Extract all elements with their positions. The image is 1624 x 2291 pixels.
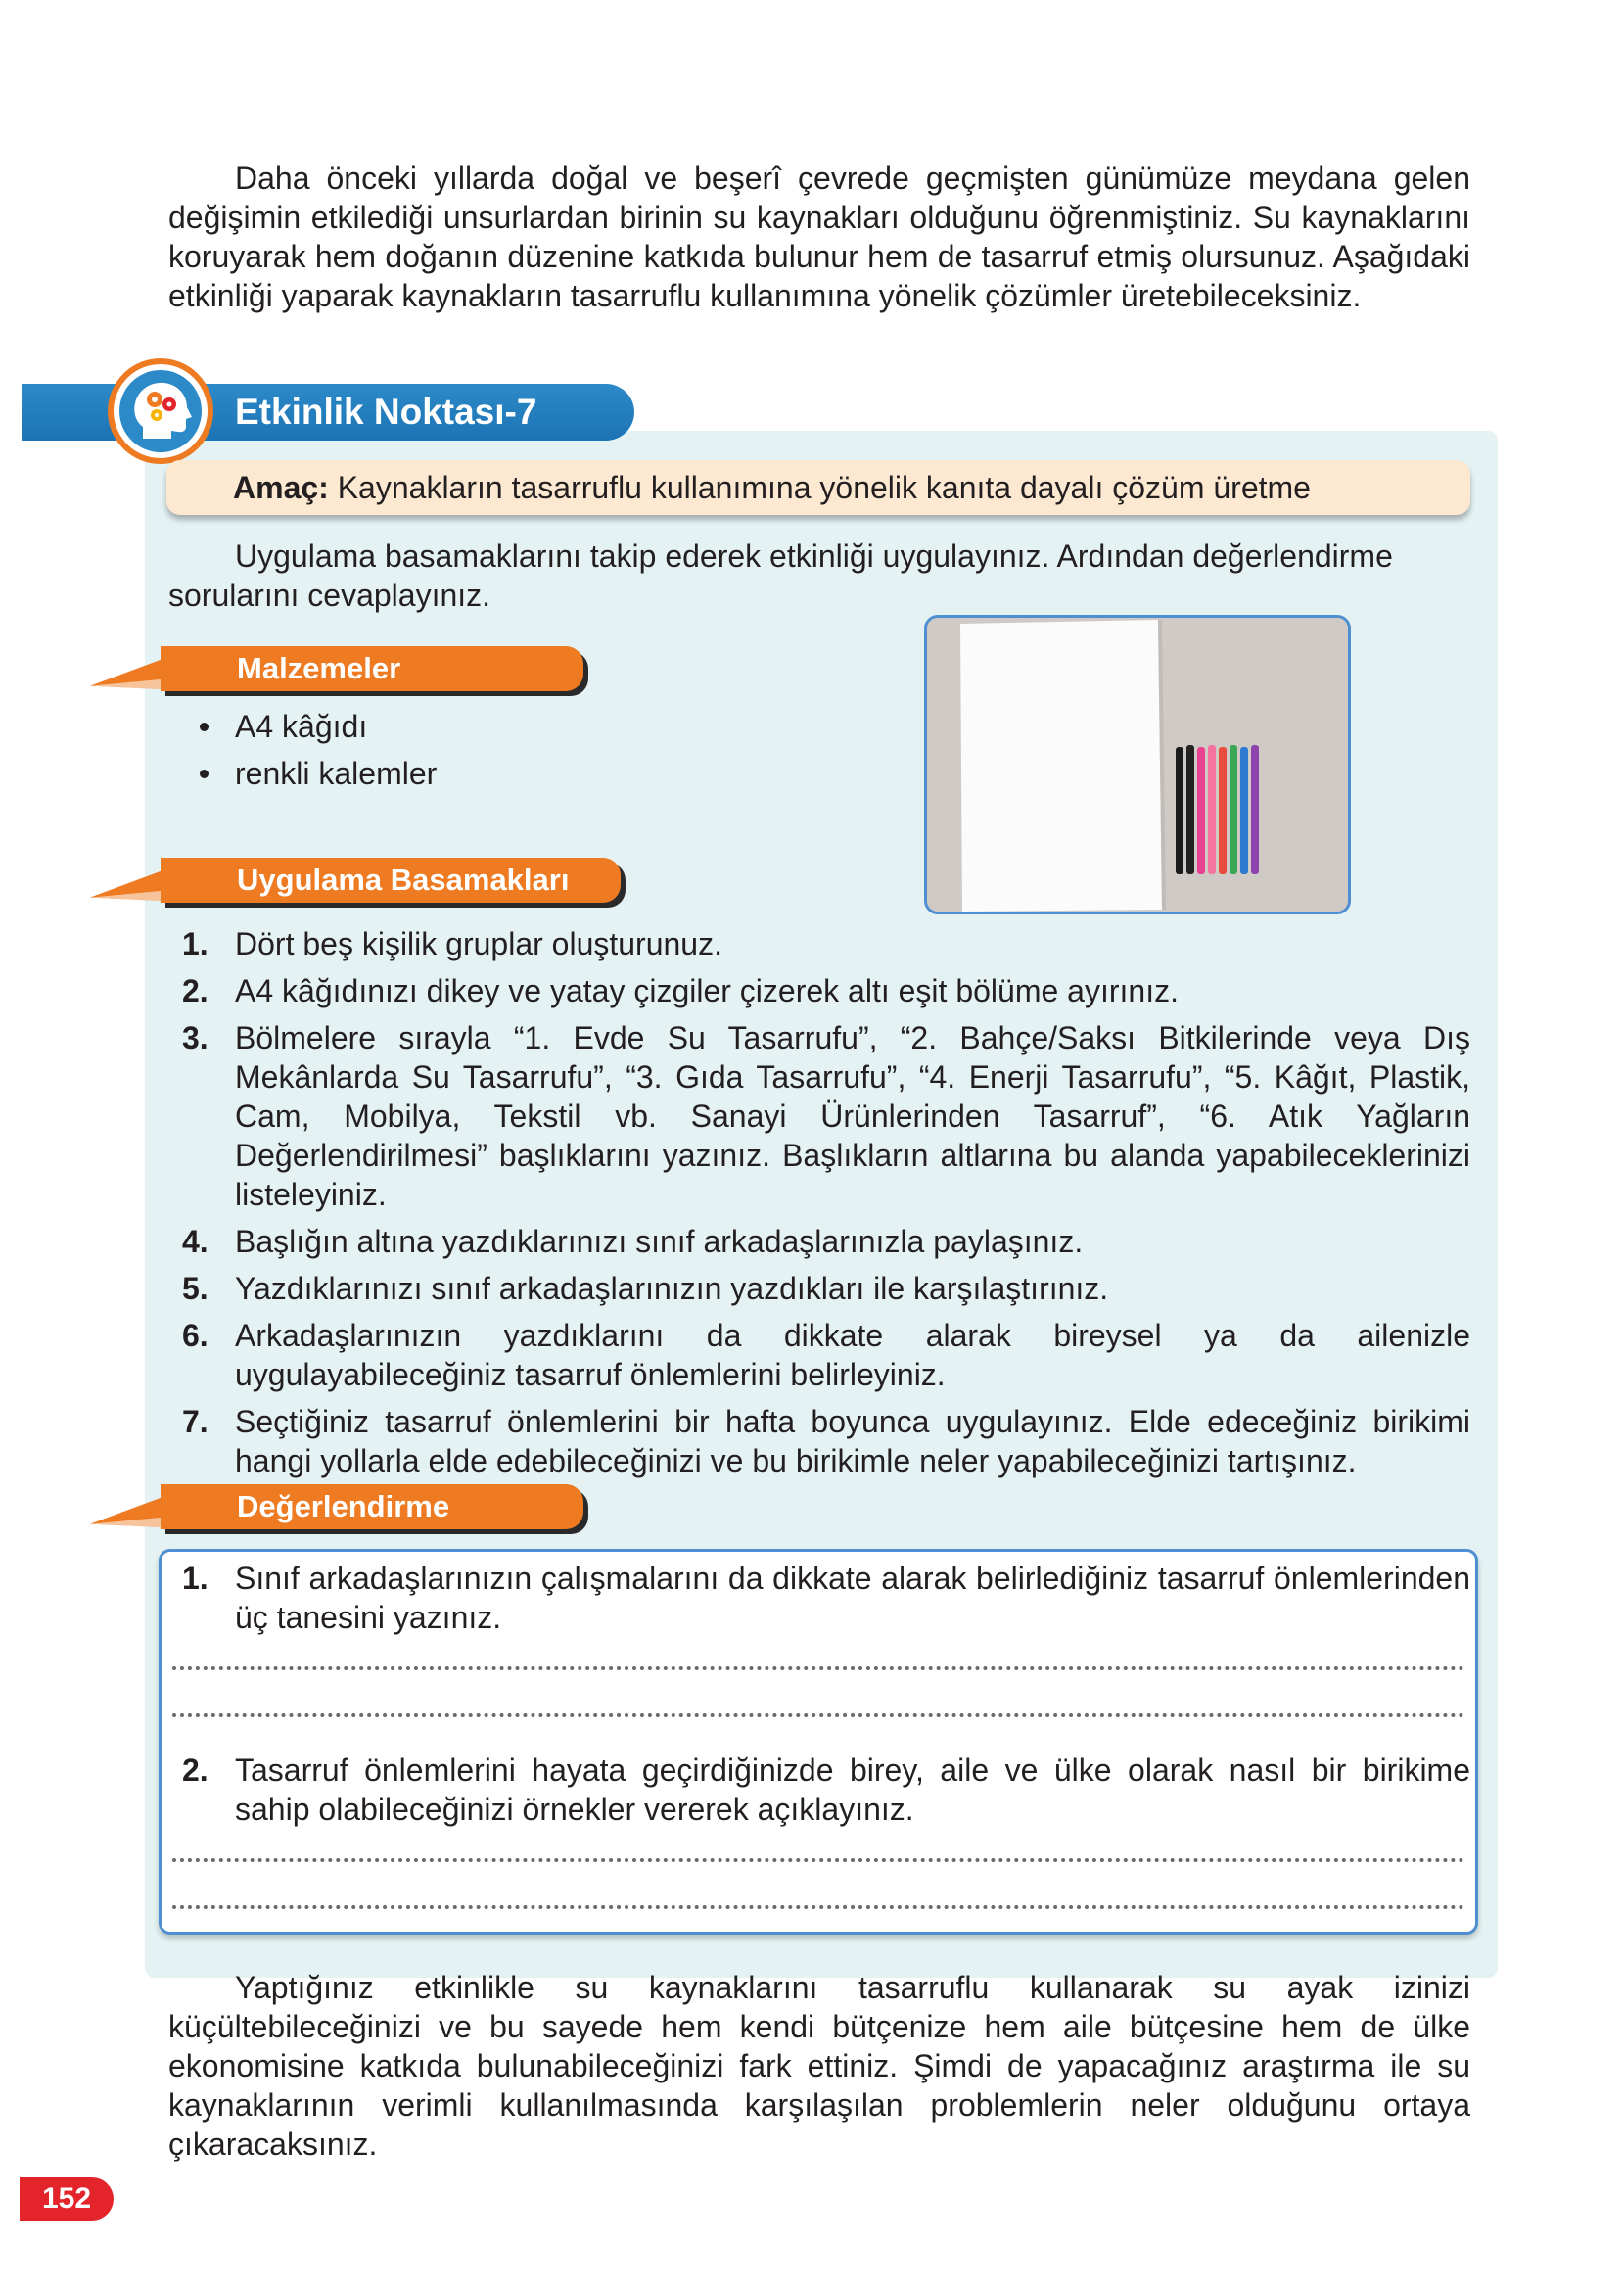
list-item: 2. A4 kâğıdınızı dikey ve yatay çizgiler çizerek altı eşit bölüme ayırınız. xyxy=(182,973,1179,1008)
head-gears-icon xyxy=(108,358,213,464)
aim-box xyxy=(166,460,1470,515)
answer-line[interactable] xyxy=(172,1905,1464,1909)
answer-line[interactable] xyxy=(172,1858,1464,1862)
list-item: 3. Bölmelere sırayla “1. Evde Su Tasarrufu”, “2. Bahçe/Saksı Bitkilerinde veya Dış Mekânlarda Su Tasarrufu”, “3. Gıda Tasarrufu”, “4. Enerji Tasarrufu”, “5. Kâğıt, Plastik, Cam, Mobilya, Tekstil vb. Sanayi Ürünlerinden Tasarruf”, “6. Atık Yağların Değerlendirilmesi” başlıklarını yazınız. Başlıkların altlarına bu alanda yapabileceklerinizi listeleyiniz. xyxy=(182,1020,1470,1212)
list-item: renkli kalemler xyxy=(186,750,437,797)
materials-heading: Malzemeler xyxy=(237,651,401,685)
list-item: 5. Yazdıklarınızı sınıf arkadaşlarınızın yazdıkları ile karşılaştırınız. xyxy=(182,1271,1109,1306)
evaluation-heading: Değerlendirme xyxy=(237,1489,450,1523)
evaluation-questions xyxy=(168,1751,1470,1837)
list-item: 1. Dört beş kişilik gruplar oluşturunuz. xyxy=(182,926,722,961)
list-item: 4. Başlığın altına yazdıklarınızı sınıf arkadaşlarınızla paylaşınız. xyxy=(182,1224,1084,1259)
materials-photo xyxy=(924,615,1351,914)
evaluation-header xyxy=(90,1484,583,1533)
materials-list xyxy=(186,703,437,797)
aim-text: Kaynakların tasarruflu kullanımına yönelik kanıta dayalı çözüm üretme xyxy=(337,470,1311,505)
steps-list xyxy=(168,924,1470,1488)
list-item: 6. Arkadaşlarınızın yazdıklarını da dikkate alarak bireysel ya da ailenizle uygulayabileceğiniz tasarruf önlemlerini belirleyiniz. xyxy=(182,1318,1470,1392)
answer-line[interactable] xyxy=(172,1666,1464,1670)
closing-paragraph: Yaptığınız etkinlikle su kaynaklarını tasarruflu kullanarak su ayak izinizi küçültebileceğinizi ve bu sayede hem kendi bütçenize hem aile bütçesine hem de ülke ekonomisine katkıda bulunabileceğinizi fark ettiniz. Şimdi de yapacağınız araştırma ile su kaynaklarının verimli kullanılmasında karşılaşılan problemlerin neler olduğunu ortaya çıkaracaksınız. xyxy=(168,1970,1470,2162)
instructions-paragraph: Uygulama basamaklarını takip ederek etkinliği uygulayınız. Ardından değerlendirme sorularını cevaplayınız. xyxy=(168,538,1393,613)
steps-header xyxy=(90,858,621,907)
list-item: A4 kâğıdı xyxy=(186,703,437,750)
steps-heading: Uygulama Basamakları xyxy=(237,863,570,897)
list-item: 1. Sınıf arkadaşlarınızın çalışmalarını da dikkate alarak belirlediğiniz tasarruf önlemlerinden üç tanesini yazınız. xyxy=(182,1561,1470,1635)
list-item: 2. Tasarruf önlemlerini hayata geçirdiğinizde birey, aile ve ülke olarak nasıl bir birikime sahip olabileceğinizi örnekler vererek açıklayınız. xyxy=(182,1753,1470,1827)
evaluation-questions xyxy=(168,1559,1470,1637)
activity-title: Etkinlik Noktası-7 xyxy=(235,392,537,432)
intro-paragraph: Daha önceki yıllarda doğal ve beşerî çevrede geçmişten günümüze meydana gelen değişimin etkilediği unsurlardan birinin su kaynakları olduğunu öğrenmiştiniz. Su kaynaklarını koruyarak hem doğanın düzenine katkıda bulunur hem de tasarruf etmiş olursunuz. Aşağıdaki etkinliği yaparak kaynakların tasarruflu kullanımına yönelik çözümler üretebileceksiniz. xyxy=(168,161,1470,313)
materials-header xyxy=(90,646,583,695)
page-number: 152 xyxy=(20,2177,114,2221)
list-item: 7. Seçtiğiniz tasarruf önlemlerini bir hafta boyunca uygulayınız. Elde edeceğiniz birikimi hangi yollarla elde edebileceğinizi ve bu birikimle neler yapabileceğinizi tartışınız. xyxy=(182,1404,1470,1478)
aim-label: Amaç: xyxy=(233,470,329,505)
answer-line[interactable] xyxy=(172,1713,1464,1717)
